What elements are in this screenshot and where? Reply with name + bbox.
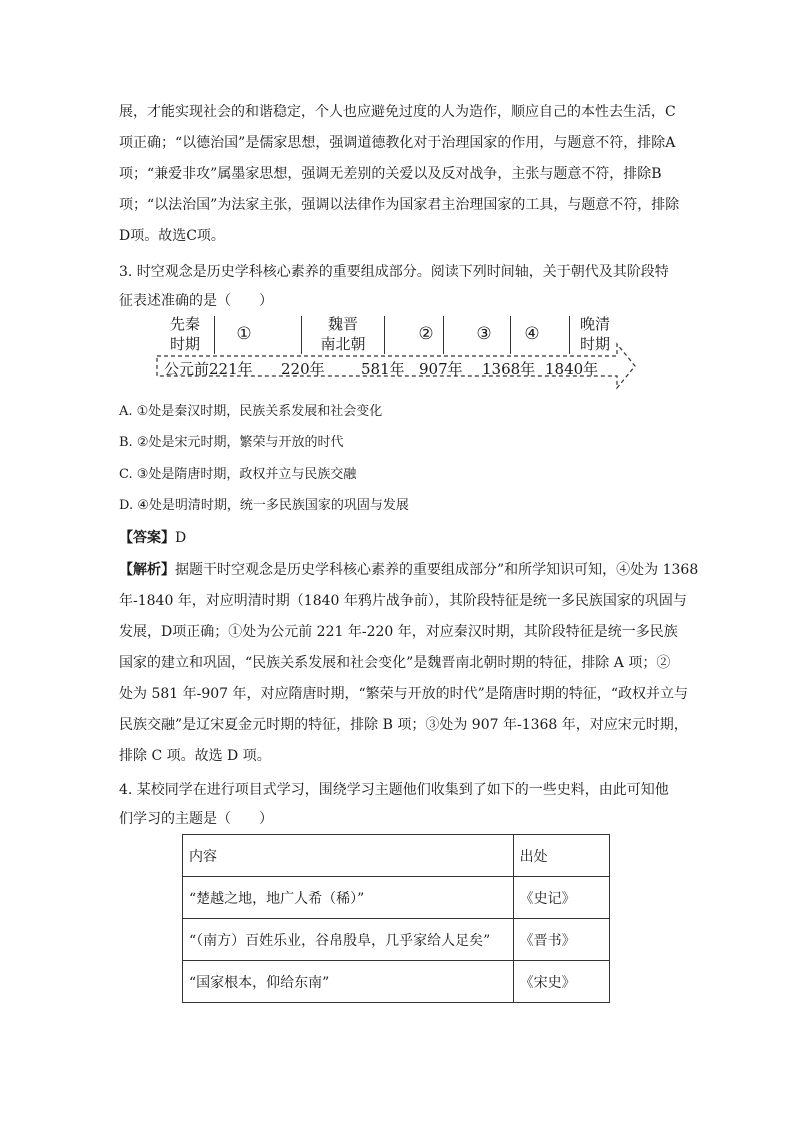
period-label: 时期 bbox=[579, 335, 610, 353]
table-row bbox=[183, 919, 610, 961]
period-label: 南北朝 bbox=[320, 335, 366, 353]
option-a: A. ①处是秦汉时期，民族关系发展和社会变化 bbox=[119, 404, 383, 419]
period-label: 时期 bbox=[169, 335, 200, 353]
text-line: D项。故选C项。 bbox=[119, 228, 225, 244]
timeline-date: 220年 bbox=[281, 360, 325, 378]
analysis-label: 【解析】 bbox=[119, 562, 175, 578]
text-line: 展，才能实现社会的和谐稳定，个人也应避免过度的人为造作，顺应自己的本性去生活，C bbox=[119, 104, 676, 120]
blank-marker: ③ bbox=[476, 324, 492, 344]
answer-line bbox=[119, 528, 186, 548]
analysis-text: 处为 581 年-907 年，对应隋唐时期，“繁荣与开放的时代”是隋唐时期的特征，“政权并立与 bbox=[119, 686, 688, 702]
table-cell: 《宋史》 bbox=[513, 961, 609, 1003]
table-cell: 《晋书》 bbox=[513, 919, 609, 961]
answer-label: 【答案】 bbox=[119, 530, 175, 546]
table-cell: “（南方）百姓乐业，谷帛殷阜，几乎家给人足矣” bbox=[183, 919, 514, 961]
analysis-text: 年-1840 年，对应明清时期（1840 年鸦片战争前），其阶段特征是统一多民族国家的巩固与 bbox=[119, 593, 687, 609]
analysis-line bbox=[119, 560, 698, 580]
timeline-date: 1368年 bbox=[482, 360, 536, 378]
question-stem: 4. 某校同学在进行项目式学习，围绕学习主题他们收集到了如下的一些史料，由此可知他 bbox=[119, 782, 669, 798]
table-header-cell: 出处 bbox=[513, 835, 609, 877]
period-label: 先秦 bbox=[169, 315, 200, 333]
analysis-text: 据题干时空观念是历史学科核心素养的重要组成部分”和所学知识可知，④处为 1368 bbox=[175, 562, 699, 578]
timeline-date: 1840年 bbox=[545, 360, 599, 378]
option-c: C. ③处是隋唐时期，政权并立与民族交融 bbox=[119, 467, 357, 482]
question-stem: 征表述准确的是（ ） bbox=[119, 293, 273, 309]
source-table bbox=[182, 834, 610, 1003]
timeline-date: 581年 bbox=[361, 360, 405, 378]
period-label: 魏晋 bbox=[327, 315, 358, 333]
text-line: 项；“兼爱非攻”属墨家思想，强调无差别的关爱以及反对战争，主张与题意不符，排除B bbox=[119, 166, 662, 182]
option-d: D. ④处是明清时期，统一多民族国家的巩固与发展 bbox=[119, 498, 409, 513]
analysis-text: 民族交融”是辽宋夏金元时期的特征，排除 B 项；③处为 907 年-1368 年，对应宋元时期， bbox=[119, 717, 688, 733]
blank-marker: ④ bbox=[524, 324, 540, 344]
text-line: 项正确；“以德治国”是儒家思想，强调道德教化对于治理国家的作用，与题意不符，排除A bbox=[119, 135, 676, 151]
answer-value: D bbox=[175, 530, 187, 546]
text-line: 项；“以法治国”为法家主张，强调以法律作为国家君主治理国家的工具，与题意不符，排除 bbox=[119, 197, 680, 213]
table-cell: “楚越之地，地广人希（稀）” bbox=[183, 877, 514, 919]
table-row bbox=[183, 961, 610, 1003]
table-cell: “国家根本，仰给东南” bbox=[183, 961, 514, 1003]
table-header-cell: 内容 bbox=[183, 835, 514, 877]
analysis-text: 排除 C 项。故选 D 项。 bbox=[119, 748, 271, 764]
question-stem: 3. 时空观念是历史学科核心素养的重要组成部分。阅读下列时间轴，关于朝代及其阶段特 bbox=[119, 264, 669, 280]
question-stem: 们学习的主题是（ ） bbox=[119, 811, 273, 827]
timeline-date: 公元前221年 bbox=[164, 360, 253, 378]
table-cell: 《史记》 bbox=[513, 877, 609, 919]
period-label: 晚清 bbox=[579, 315, 610, 333]
analysis-text: 国家的建立和巩固，“民族关系发展和社会变化”是魏晋南北朝时期的特征，排除 A 项；② bbox=[119, 655, 671, 671]
blank-marker: ② bbox=[418, 324, 434, 344]
option-b: B. ②处是宋元时期，繁荣与开放的时代 bbox=[119, 435, 344, 450]
timeline-date: 907年 bbox=[419, 360, 463, 378]
blank-marker: ① bbox=[236, 324, 252, 344]
table-header-row bbox=[183, 835, 610, 877]
analysis-text: 发展，D项正确；①处为公元前 221 年-220 年，对应秦汉时期，其阶段特征是统一多民族 bbox=[119, 624, 678, 640]
table-row bbox=[183, 877, 610, 919]
